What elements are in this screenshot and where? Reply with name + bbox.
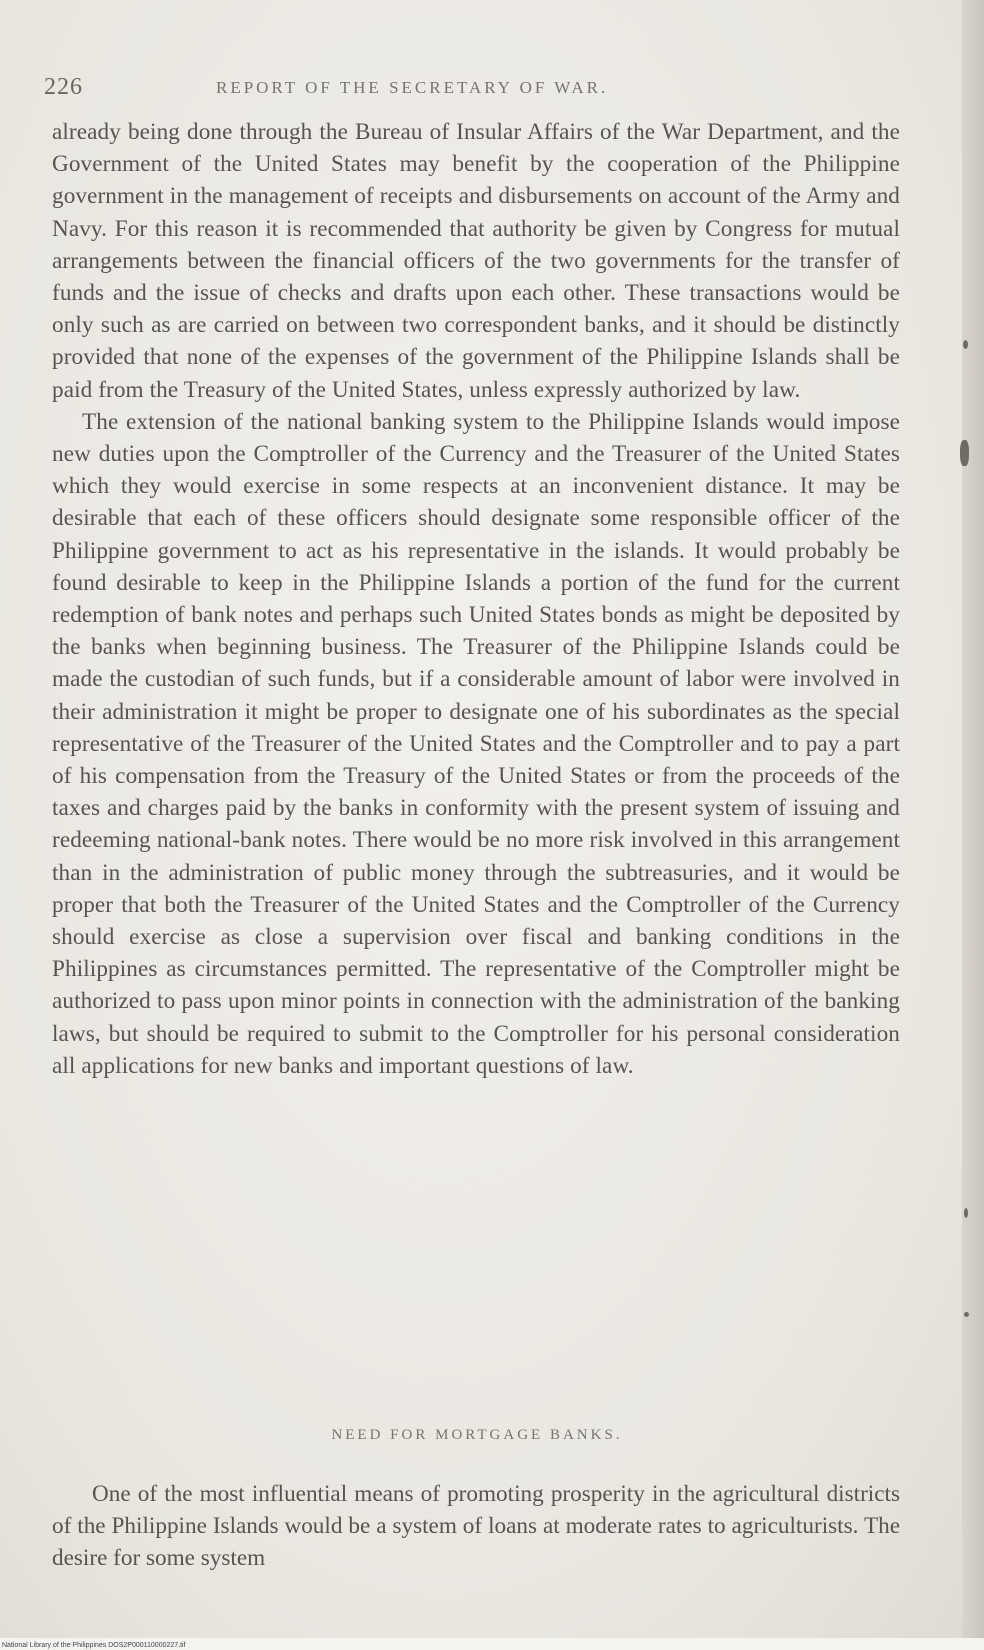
margin-speck-mark bbox=[964, 1208, 968, 1218]
scan-footer-bar bbox=[0, 1638, 984, 1650]
margin-speck-mark bbox=[960, 440, 969, 466]
scan-credit: National Library of the Philippines DOS2P000110000227.tif bbox=[2, 1642, 186, 1649]
margin-speck-mark bbox=[964, 1312, 969, 1317]
paragraph-banking-extension: The extension of the national banking system to the Philippine Islands would impose new duties upon the Comptroller of the Currency and the Treasurer of the United States which they would exercise in some respects at an inconvenient distance. It may be desirable that each of these officers should designate some responsible officer of the Philippine government to act as his representative in the islands. It would probably be found desirable to keep in the Philippine Islands a portion of the fund for the current redemption of bank notes and perhaps such United States bonds as might be deposited by the banks when beginning business. The Treasurer of the Philippine Islands could be made the custodian of such funds, but if a considerable amount of labor were involved in their administration it might be proper to designate one of his subordinates as the special representative of the Treasurer of the United States and the Comptroller and to pay a part of his compensation from the Treasury of the United States or from the proceeds of the taxes and charges paid by the banks in conformity with the present system of issuing and redeeming national-bank notes. There would be no more risk involved in this arrangement than in the administration of public money through the subtreasuries, and it would be proper that both the Treasurer of the United States and the Comptroller of the Currency should exercise as close a supervision over fiscal and banking conditions in the Philippines as circumstances permitted. The representative of the Comptroller might be authorized to pass upon minor points in connection with the administration of the banking laws, but should be required to submit to the Comptroller for his personal consideration all applications for new banks and important questions of law. bbox=[52, 408, 900, 1079]
paragraph-continued: already being done through the Bureau of Insular Affairs of the War Department, and the Government of the United States may benefit by the cooperation of the Philippine government in the management of receipts and disbursements on account of the Army and Navy. For this reason it is recommended that authority be given by Congress for mutual arrangements between the financial officers of the two governments for the transfer of funds and the issue of checks and drafts upon each other. These transactions would be only such as are carried on between two correspondent banks, and it should be distinctly provided that none of the expenses of the government of the Philippine Islands shall be paid from the Treasury of the United States, unless expressly authorized by law. bbox=[52, 119, 900, 403]
body-text bbox=[52, 116, 900, 1082]
paragraph-mortgage-banks: One of the most influential means of promoting prosperity in the agricultural districts of the Philippine Islands would be a system of loans at moderate rates to agriculturists. The desire for some system bbox=[52, 1481, 900, 1572]
page-edge-shadow bbox=[962, 0, 984, 1650]
section-heading: NEED FOR MORTGAGE BANKS. bbox=[331, 1427, 623, 1443]
section-body-text bbox=[52, 1478, 900, 1575]
page-number: 226 bbox=[44, 74, 83, 100]
margin-speck-mark bbox=[963, 340, 968, 349]
page-header bbox=[44, 74, 904, 104]
running-head: REPORT OF THE SECRETARY OF WAR. bbox=[216, 78, 609, 97]
